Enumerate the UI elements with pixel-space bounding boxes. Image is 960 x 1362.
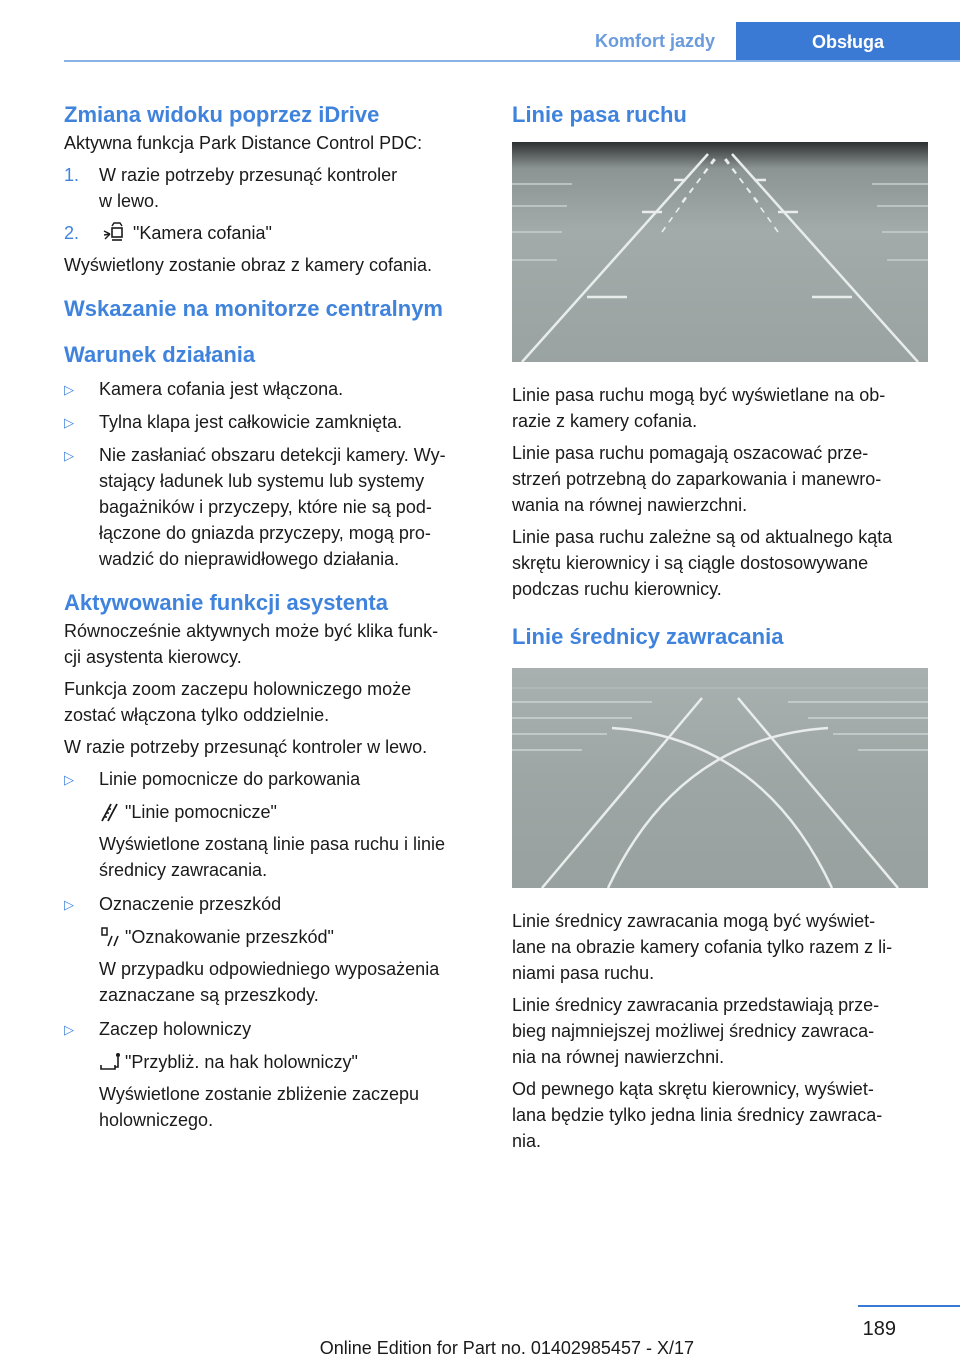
list-item-text: wadzić do nieprawidłowego działania.	[99, 549, 400, 569]
option-title: Linie pomocnicze do parkowania	[99, 769, 361, 789]
option-description: Wyświetlone zostanie zbliżenie zaczepu holowniczego.	[99, 1084, 420, 1130]
heading-idrive: Zmiana widoku poprzez iDrive	[64, 102, 380, 127]
step-text: w lewo.	[99, 191, 160, 211]
heading-condition: Warunek działania	[64, 342, 256, 367]
triangle-bullet-icon: ▷	[64, 772, 74, 787]
list-item-text: Nie zasłaniać obszaru detekcji kamery. Wy-	[99, 445, 446, 465]
turning-paragraph: Linie średnicy zawracania mogą być wyświet- lane na obrazie kamery cofania tylko razem z li- niami pasa ruchu.	[512, 911, 893, 983]
list-item	[64, 442, 480, 572]
list-item-text: Tylna klapa jest całkowicie zamknięta.	[99, 412, 403, 432]
step-1	[64, 162, 480, 214]
step-number: 1.	[64, 165, 80, 185]
assist-paragraph: Funkcja zoom zaczepu holowniczego może zostać włączona tylko oddzielnie.	[64, 679, 412, 725]
assist-paragraph: W razie potrzeby przesunąć kontroler w lewo.	[64, 737, 428, 757]
list-item-text: łączone do gniazda przyczepy, mogą pro-	[99, 523, 431, 543]
triangle-bullet-icon: ▷	[64, 415, 74, 430]
tow-hitch-icon	[99, 1051, 121, 1073]
option-description: W przypadku odpowiedniego wyposażenia zaznaczane są przeszkody.	[99, 959, 440, 1005]
list-item	[64, 376, 480, 403]
left-column	[64, 100, 480, 1133]
triangle-bullet-icon: ▷	[64, 382, 74, 397]
lane-paragraph: Linie pasa ruchu pomagają oszacować prze- strzeń potrzebną do zaparkowania i manewro- wania na równej nawierzchni.	[512, 443, 882, 515]
heading-monitor: Wskazanie na monitorze centralnym	[64, 296, 443, 321]
lane-paragraph: Linie pasa ruchu mogą być wyświetlane na ob- razie z kamery cofania.	[512, 385, 886, 431]
active-section-tab[interactable]: Obsługa	[736, 22, 960, 62]
header-divider	[64, 60, 960, 62]
heading-turning-radius: Linie średnicy zawracania	[512, 624, 784, 649]
menu-item-label: "Przybliż. na hak holowniczy"	[125, 1052, 358, 1072]
step-text: "Kamera cofania"	[133, 223, 272, 243]
turning-paragraph: Od pewnego kąta skrętu kierownicy, wyświet- lana będzie tylko jedna linia średnicy zawraca- nia.	[512, 1079, 883, 1151]
step-text: W razie potrzeby przesunąć kontroler	[99, 165, 398, 185]
heading-assist: Aktywowanie funkcji asystenta	[64, 590, 388, 615]
idrive-result: Wyświetlony zostanie obraz z kamery cofania.	[64, 255, 432, 275]
option-title: Zaczep holowniczy	[99, 1019, 252, 1039]
step-number: 2.	[64, 223, 80, 243]
option-parking-lines	[64, 766, 480, 793]
footer-divider	[858, 1305, 960, 1307]
menu-item-line	[99, 924, 480, 950]
assist-paragraph: Równocześnie aktywnych może być klika funk- cji asystenta kierowcy.	[64, 621, 439, 667]
turning-paragraph: Linie średnicy zawracania przedstawiają prze- bieg najmniejszej możliwej średnicy zawraca- nia na równej nawierzchni.	[512, 995, 880, 1067]
option-description: Wyświetlone zostaną linie pasa ruchu i linie średnicy zawracania.	[99, 834, 446, 880]
right-column	[512, 100, 928, 1154]
lane-paragraph: Linie pasa ruchu zależne są od aktualnego kąta skrętu kierownicy i są ciągle dostosowywane podczas ruchu kierownicy.	[512, 527, 893, 599]
triangle-bullet-icon: ▷	[64, 448, 74, 463]
triangle-bullet-icon: ▷	[64, 897, 74, 912]
turning-radius-camera-image	[512, 668, 928, 888]
menu-item-label: "Oznakowanie przeszkód"	[125, 927, 334, 947]
obstacle-marking-icon	[99, 926, 121, 948]
menu-item-label: "Linie pomocnicze"	[125, 802, 277, 822]
edition-note: Online Edition for Part no. 01402985457 - X/17	[319, 1338, 694, 1358]
list-item	[64, 409, 480, 436]
idrive-intro: Aktywna funkcja Park Distance Control PDC:	[64, 133, 423, 153]
option-title: Oznaczenie przeszkód	[99, 894, 282, 914]
menu-item-line	[99, 1049, 480, 1075]
heading-lane-lines: Linie pasa ruchu	[512, 102, 687, 127]
list-item-text: bagażników i przyczepy, które nie są pod-	[99, 497, 432, 517]
section-tab[interactable]: Komfort jazdy	[594, 30, 715, 51]
rear-camera-icon	[103, 222, 125, 244]
menu-item-line	[99, 799, 480, 825]
list-item-text: stający ładunek lub systemu lub systemy	[99, 471, 425, 491]
page-number: 189	[862, 1318, 896, 1340]
lane-lines-camera-image	[512, 142, 928, 362]
option-tow-hitch	[64, 1016, 480, 1043]
option-obstacle-marking	[64, 891, 480, 918]
parking-lines-icon	[99, 801, 121, 823]
list-item-text: Kamera cofania jest włączona.	[99, 379, 344, 399]
step-2	[64, 220, 480, 246]
triangle-bullet-icon: ▷	[64, 1022, 74, 1037]
